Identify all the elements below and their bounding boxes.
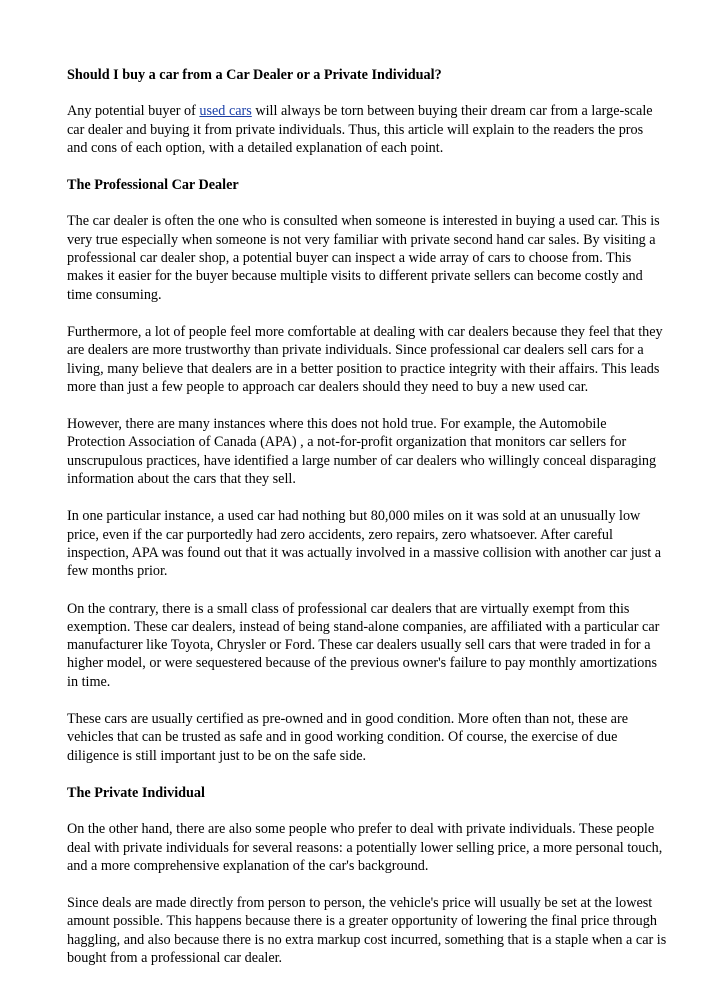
document-page: [67, 66, 667, 986]
paragraph: Since deals are made directly from person to person, the vehicle's price will usually be set at the lowest amount possible. This happens because there is a greater opportunity of lowering the final price through haggling, and also because there is no extra markup cost incurred, something that is a staple when a car is bought from a professional car dealer.: [67, 895, 667, 966]
paragraph: On the contrary, there is a small class of professional car dealers that are virtually exempt from this exemption. These car dealers, instead of being stand-alone companies, are affiliated with a particular car manufacturer like Toyota, Chrysler or Ford. These car dealers usually sell cars that were traded in for a higher model, or were sequestered because of the previous owner's failure to pay monthly amortizations in time.: [67, 600, 660, 690]
document-title: Should I buy a car from a Car Dealer or a Private Individual?: [67, 67, 442, 83]
intro-text-after-link: will always be torn between buying their dream car from a large-scale car dealer and buying it from private individuals. Thus, this article will explain to the readers the pros and cons of each option, with a detailed explanation of each point.: [67, 103, 653, 156]
paragraph: The car dealer is often the one who is consulted when someone is interested in buying a used car. This is very true especially when someone is not very familiar with private second hand car sales. By visiting a professional car dealer shop, a potential buyer can inspect a wide array of cars to choose from. This makes it easier for the buyer because multiple visits to different private sellers can become costly and time consuming.: [67, 213, 660, 303]
section-heading-professional-dealer: The Professional Car Dealer: [67, 177, 239, 194]
intro-text-before-link: Any potential buyer of: [67, 103, 200, 120]
paragraph: These cars are usually certified as pre-owned and in good condition. More often than not, these are vehicles that can be trusted as safe and in good working condition. Of course, the exercise of due diligence is still important just to be on the safe side.: [67, 711, 628, 764]
intro-paragraph: [67, 102, 667, 157]
used-cars-link[interactable]: used cars: [199, 103, 252, 120]
paragraph: In one particular instance, a used car had nothing but 80,000 miles on it was sold at an unusually low price, even if the car purportedly had zero accidents, zero repairs, zero whatsoever. After careful inspection, APA was found out that it was actually involved in a massive collision with another car just a few months prior.: [67, 508, 662, 580]
paragraph: However, there are many instances where this does not hold true. For example, the Automobile Protection Association of Canada (APA) , a not-for-profit organization that monitors car sellers for unscrupulous practices, have identified a large number of car dealers who willingly conceal disparaging information about the cars that they sell.: [67, 416, 657, 488]
paragraph: On the other hand, there are also some people who prefer to deal with private individuals. These people deal with private individuals for several reasons: a potentially lower selling price, a more personal touch, and a more comprehensive explanation of the car's background.: [67, 821, 663, 874]
paragraph: Furthermore, a lot of people feel more comfortable at dealing with car dealers because they feel that they are dealers are more trustworthy than private individuals. Since professional car dealers sell cars for a living, many believe that dealers are in a better position to practice integrity with their affairs. This leads more than just a few people to approach car dealers should they need to buy a new used car.: [67, 323, 663, 395]
section-heading-private-individual: The Private Individual: [67, 784, 205, 801]
